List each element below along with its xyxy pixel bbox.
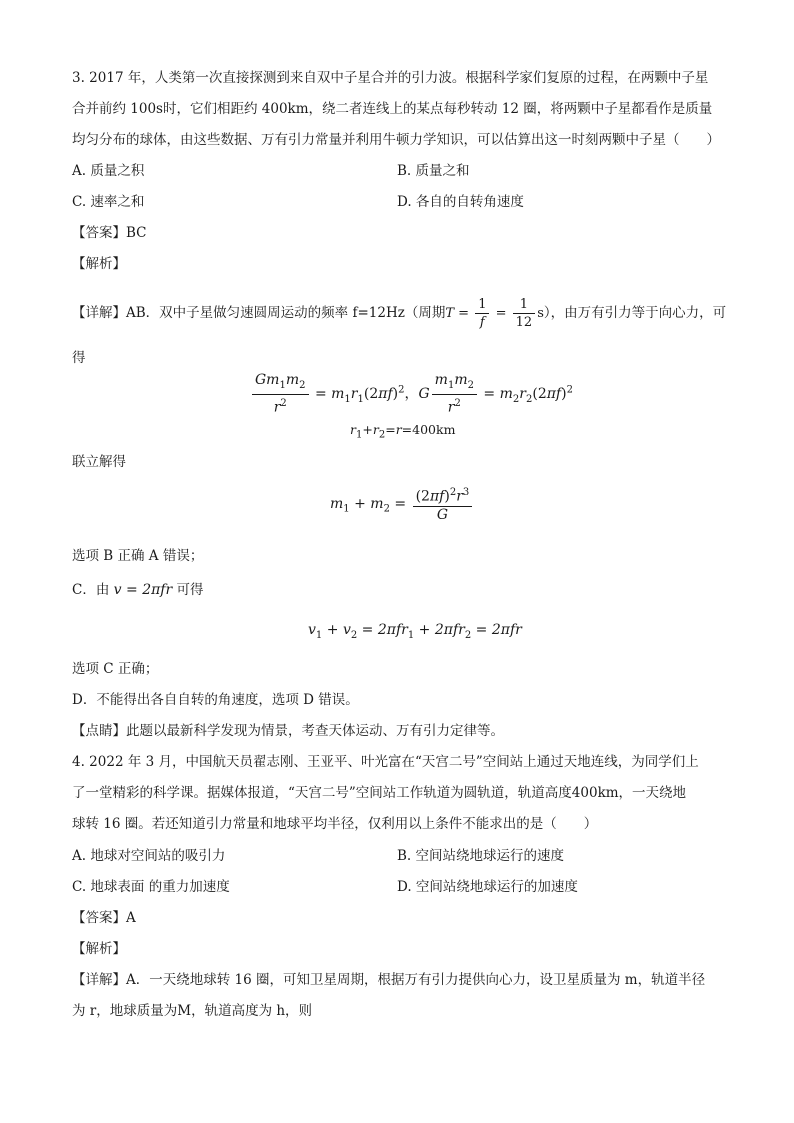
- detail-tag: 【详解】: [72, 972, 126, 988]
- q4-detail-line-1: [72, 970, 705, 990]
- radius-sum-equation: $r_1+r_2=r=400km$: [350, 422, 456, 441]
- q4-option-b[interactable]: B. 空间站绕地球运行的速度: [397, 848, 565, 864]
- c-line-text-2: 可得: [176, 582, 204, 598]
- q4-analysis-tag: 【解析】: [72, 941, 126, 957]
- detail-text: A．一天绕地球转 16 圈，可知卫星周期，根据万有引力提供向心力，设卫星质量为 m，轨道半径: [126, 972, 706, 988]
- q3-stem-line-3: 均匀分布的球体，由这些数据、万有引力常量并利用牛顿力学知识，可以估算出这一时刻两颗中子星（ ）: [72, 132, 720, 148]
- comment-tag: 【点睛】: [72, 723, 126, 739]
- q3-stem-line-2: 合并前约 100s时，它们相距约 400km，绕二者连线上的某点每秒转动 12 圈，将两颗中子星都看作是质量: [72, 101, 713, 117]
- q4-stem-line-3: 球转 16 圈。若还知道引力常量和地球平均半径，仅利用以上条件不能求出的是（ ）: [72, 816, 598, 832]
- q3-stem-line-1: 3. 2017 年，人类第一次直接探测到来自双中子星合并的引力波。根据科学家们复原的过程，在两颗中子星: [72, 70, 709, 86]
- q3-detail-line-2: 得: [72, 350, 86, 366]
- comment-text: 此题以最新科学发现为情景，考查天体运动、万有引力定律等。: [126, 723, 504, 739]
- detail-tag: 【详解】: [72, 305, 126, 321]
- q3-detail-line-1: [72, 296, 726, 331]
- q3-option-b[interactable]: B. 质量之和: [397, 163, 470, 179]
- q3-option-a[interactable]: A. 质量之积: [72, 163, 145, 179]
- q3-comment: [72, 721, 504, 741]
- period-formula: T = $\frac{1}{f}$ = $\frac{1}{12}$ s: [445, 297, 544, 330]
- q3-option-d[interactable]: D. 各自的自转角速度: [397, 194, 524, 210]
- answer-value: A: [126, 910, 136, 926]
- mass-sum-equation: $m_1 + m_2$ = $\frac{(2\pi f)^2r^3}{G}$: [330, 484, 474, 524]
- q4-detail-line-2: 为 r，地球质量为M，轨道高度为 h，则: [72, 1003, 313, 1019]
- q3-d-line: D．不能得出各自自转的角速度，选项 D 错误。: [72, 692, 359, 708]
- q3-union-line: 联立解得: [72, 454, 126, 470]
- answer-value: BC: [126, 225, 147, 241]
- velocity-formula: v = 2πfr: [113, 582, 173, 598]
- answer-tag: 【答案】: [72, 225, 126, 241]
- q4-option-a[interactable]: A. 地球对空间站的吸引力: [72, 848, 226, 864]
- q3-select-b: 选项 B 正确 A 错误；: [72, 548, 204, 564]
- q4-stem-line-2: 了一堂精彩的科学课。据媒体报道，“天宫二号”空间站工作轨道为圆轨道，轨道高度400km，一天绕地: [72, 785, 687, 801]
- q3-option-c[interactable]: C. 速率之和: [72, 194, 145, 210]
- q3-analysis-tag: 【解析】: [72, 256, 126, 272]
- c-line-text: C．由: [72, 582, 110, 598]
- detail-text-2: ），由万有引力等于向心力，可: [543, 305, 727, 321]
- q3-c-line: [72, 580, 203, 600]
- detail-text: AB．双中子星做匀速圆周运动的频率 f=12Hz（周期: [126, 305, 446, 321]
- gravity-equation: $\frac{Gm_1m_2}{r^2}$ = $m_1r_1(2\pi f)^2$，G $\frac{m_1m_2}{r^2}$ = $m_2r_2(2\pi f)^2$: [250, 372, 573, 416]
- velocity-sum-equation: $v_1 + v_2 = 2\pi fr_1 + 2\pi fr_2 = 2\pi fr$: [308, 622, 522, 641]
- q4-answer: [72, 908, 136, 928]
- q4-option-c[interactable]: C. 地球表面 的重力加速度: [72, 879, 230, 895]
- q4-stem-line-1: 4. 2022 年 3 月，中国航天员翟志刚、王亚平、叶光富在“天宫二号”空间站上通过天地连线，为同学们上: [72, 754, 699, 770]
- q3-select-c: 选项 C 正确；: [72, 661, 159, 677]
- answer-tag: 【答案】: [72, 910, 126, 926]
- q3-answer: [72, 223, 147, 243]
- q4-option-d[interactable]: D. 空间站绕地球运行的加速度: [397, 879, 578, 895]
